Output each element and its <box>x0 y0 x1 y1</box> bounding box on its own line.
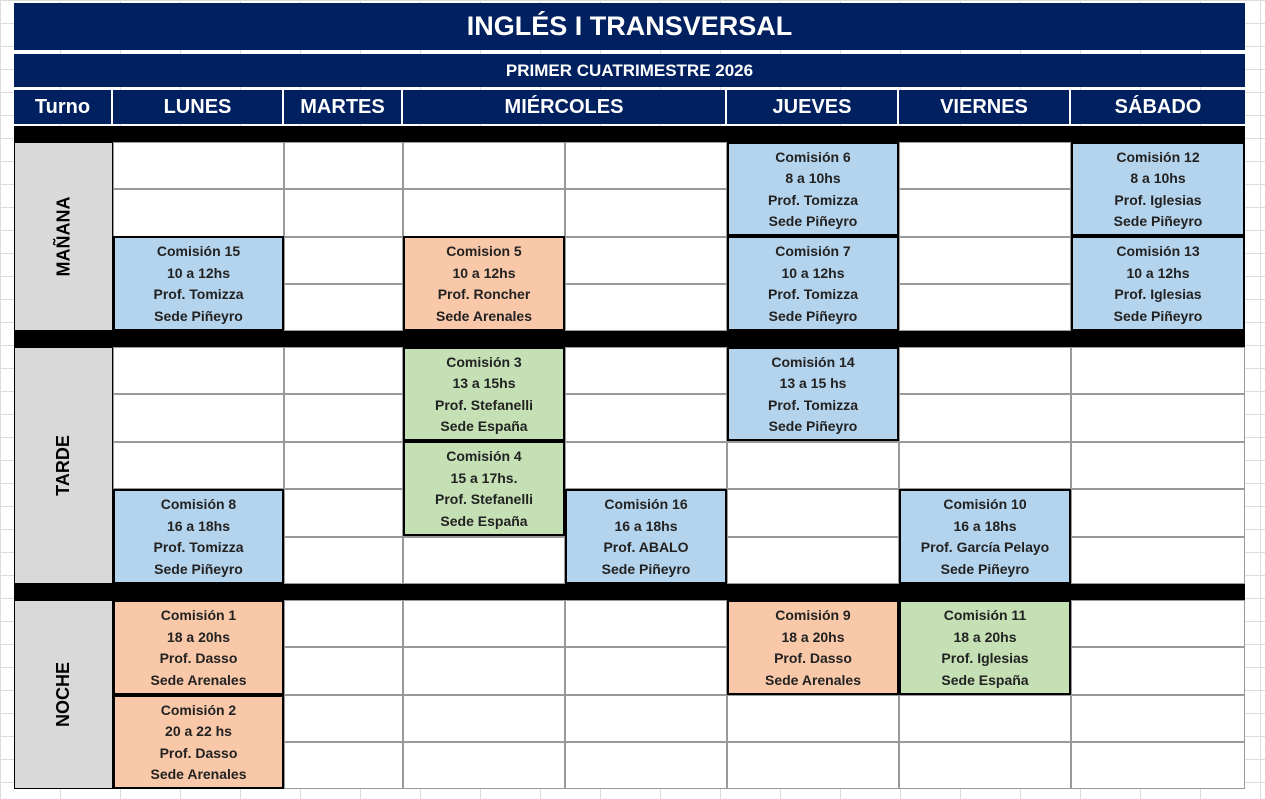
comision-time: 18 a 20hs <box>953 628 1017 645</box>
comision-professor: Prof. Dasso <box>774 650 852 667</box>
grid-cell <box>565 442 727 489</box>
comision-block <box>403 236 565 331</box>
grid-cell <box>403 695 565 742</box>
grid-cell <box>899 394 1071 441</box>
turno-manana: MAÑANA <box>14 142 113 331</box>
grid-cell <box>403 189 565 236</box>
comision-block <box>403 347 565 441</box>
grid-cell <box>899 347 1071 394</box>
comision-name: Comisión 2 <box>160 701 237 718</box>
grid-cell <box>284 742 403 789</box>
comision-professor: Prof. Tomizza <box>153 286 244 303</box>
comision-time: 10 a 12hs <box>166 264 231 281</box>
grid-cell <box>899 442 1071 489</box>
grid-cell <box>403 537 565 584</box>
comision-time: 18 a 20hs <box>166 628 231 645</box>
comision-professor: Prof. Dasso <box>159 744 238 761</box>
comision-sede: Sede Arenales <box>765 672 861 689</box>
comision-sede: Sede España <box>440 513 528 530</box>
comision-name: Comisión 13 <box>1116 242 1200 259</box>
separator-bar <box>14 331 1245 347</box>
grid-cell <box>1071 695 1245 742</box>
grid-cell <box>284 284 403 331</box>
comision-professor: Prof. Tomizza <box>768 396 858 413</box>
separator-bar <box>14 126 1245 142</box>
grid-cell <box>565 347 727 394</box>
header-viernes: VIERNES <box>899 90 1071 124</box>
grid-cell <box>565 600 727 647</box>
comision-block <box>1071 142 1245 236</box>
comision-name: Comisión 7 <box>775 242 851 259</box>
comision-name: Comisión 9 <box>775 606 851 623</box>
comision-time: 8 a 10hs <box>1130 170 1186 187</box>
comision-sede: Sede Piñeyro <box>1113 308 1203 325</box>
grid-cell <box>899 237 1071 284</box>
comision-professor: Prof. Stefanelli <box>434 396 534 413</box>
grid-cell <box>899 695 1071 742</box>
comision-sede: Sede Arenales <box>150 766 247 783</box>
comision-sede: Sede Piñeyro <box>768 213 858 230</box>
grid-cell <box>403 647 565 694</box>
comision-time: 10 a 12hs <box>781 264 845 281</box>
comision-name: Comisión 15 <box>156 242 241 259</box>
comision-block <box>727 236 899 331</box>
grid-cell <box>403 142 565 189</box>
grid-cell <box>113 142 284 189</box>
comision-time: 16 a 18hs <box>166 517 231 534</box>
comision-sede: Sede España <box>941 672 1029 689</box>
header-martes: MARTES <box>284 90 403 124</box>
grid-cell <box>565 189 727 236</box>
comision-time: 13 a 15hs <box>452 375 516 392</box>
grid-cell <box>1071 347 1245 394</box>
grid-cell <box>284 394 403 441</box>
grid-cell <box>284 142 403 189</box>
comision-time: 20 a 22 hs <box>165 723 232 740</box>
comision-sede: Sede Arenales <box>436 308 532 325</box>
comision-professor: Prof. Tomizza <box>153 539 244 556</box>
comision-name: Comisión 16 <box>604 495 688 512</box>
header-turno: Turno <box>14 90 113 124</box>
grid-cell <box>1071 442 1245 489</box>
comision-name: Comisión 8 <box>160 495 237 512</box>
comision-name: Comisión 4 <box>446 447 522 464</box>
comision-time: 10 a 12hs <box>452 264 516 281</box>
grid-cell <box>284 695 403 742</box>
comision-name: Comisión 12 <box>1116 148 1200 165</box>
header-jueves: JUEVES <box>727 90 899 124</box>
comision-professor: Prof. Tomizza <box>768 191 858 208</box>
grid-cell <box>565 742 727 789</box>
comision-professor: Prof. Stefanelli <box>434 491 534 508</box>
grid-cell <box>113 442 284 489</box>
grid-cell <box>284 347 403 394</box>
grid-cell <box>1071 600 1245 647</box>
comision-name: Comisión 6 <box>775 148 851 165</box>
grid-cell <box>899 142 1071 189</box>
grid-cell <box>113 347 284 394</box>
comision-sede: Sede Piñeyro <box>940 561 1030 578</box>
grid-cell <box>113 189 284 236</box>
comision-block <box>727 142 899 236</box>
comision-sede: Sede España <box>440 418 528 435</box>
grid-cell <box>727 742 899 789</box>
grid-cell <box>565 237 727 284</box>
comision-time: 15 a 17hs. <box>450 469 518 486</box>
comision-professor: Prof. Iglesias <box>1114 191 1202 208</box>
page-subtitle: PRIMER CUATRIMESTRE 2026 <box>14 54 1245 87</box>
grid-cell <box>284 237 403 284</box>
comision-block <box>1071 236 1245 331</box>
grid-cell <box>565 142 727 189</box>
comision-sede: Sede Piñeyro <box>768 308 858 325</box>
grid-cell <box>1071 742 1245 789</box>
comision-time: 16 a 18hs <box>614 517 678 534</box>
grid-cell <box>565 695 727 742</box>
comision-block <box>113 695 284 789</box>
comision-time: 18 a 20hs <box>781 628 845 645</box>
header-miercoles: MIÉRCOLES <box>403 90 727 124</box>
comision-time: 8 a 10hs <box>785 170 841 187</box>
grid-cell <box>899 189 1071 236</box>
comision-block <box>565 489 727 584</box>
grid-cell <box>565 647 727 694</box>
comision-block <box>113 600 284 695</box>
comision-sede: Sede Piñeyro <box>154 561 243 578</box>
comision-block <box>113 236 284 331</box>
comision-sede: Sede Piñeyro <box>768 418 858 435</box>
comision-professor: Prof. Iglesias <box>941 650 1029 667</box>
turno-noche: NOCHE <box>14 600 113 789</box>
comision-block <box>727 600 899 695</box>
header-sabado: SÁBADO <box>1071 90 1245 124</box>
turno-tarde: TARDE <box>14 347 113 584</box>
grid-cell <box>727 489 899 536</box>
comision-name: Comisión 1 <box>160 606 237 623</box>
comision-professor: Prof. García Pelayo <box>920 539 1050 556</box>
comision-block <box>113 489 284 584</box>
comision-time: 13 a 15 hs <box>779 375 847 392</box>
comision-time: 16 a 18hs <box>953 517 1017 534</box>
separator-bar <box>14 584 1245 600</box>
grid-cell <box>284 647 403 694</box>
comision-sede: Sede Arenales <box>150 672 247 689</box>
grid-cell <box>1071 394 1245 441</box>
comision-professor: Prof. Iglesias <box>1114 286 1202 303</box>
grid-cell <box>727 442 899 489</box>
grid-cell <box>565 284 727 331</box>
header-lunes: LUNES <box>113 90 284 124</box>
comision-name: Comisión 11 <box>943 606 1027 623</box>
comision-name: Comisión 14 <box>771 353 855 370</box>
grid-cell <box>565 394 727 441</box>
grid-cell <box>1071 489 1245 536</box>
grid-cell <box>1071 647 1245 694</box>
grid-cell <box>403 600 565 647</box>
grid-cell <box>727 695 899 742</box>
comision-professor: Prof. Dasso <box>159 650 238 667</box>
comision-block <box>403 441 565 536</box>
grid-cell <box>899 742 1071 789</box>
grid-cell <box>1071 537 1245 584</box>
grid-cell <box>284 537 403 584</box>
comision-sede: Sede Piñeyro <box>601 561 691 578</box>
grid-cell <box>284 489 403 536</box>
comision-sede: Sede Piñeyro <box>1113 213 1203 230</box>
grid-cell <box>284 189 403 236</box>
grid-cell <box>899 284 1071 331</box>
comision-professor: Prof. ABALO <box>603 539 689 556</box>
comision-block <box>727 347 899 441</box>
grid-cell <box>113 394 284 441</box>
comision-time: 10 a 12hs <box>1126 264 1190 281</box>
comision-professor: Prof. Tomizza <box>768 286 858 303</box>
comision-name: Comisión 10 <box>943 495 1027 512</box>
comision-name: Comision 5 <box>446 242 522 259</box>
grid-cell <box>284 442 403 489</box>
comision-block <box>899 600 1071 695</box>
grid-cell <box>284 600 403 647</box>
grid-cell <box>403 742 565 789</box>
comision-professor: Prof. Roncher <box>437 286 531 303</box>
comision-sede: Sede Piñeyro <box>154 308 243 325</box>
grid-cell <box>727 537 899 584</box>
page-title: INGLÉS I TRANSVERSAL <box>14 3 1245 50</box>
comision-name: Comisión 3 <box>446 353 522 370</box>
comision-block <box>899 489 1071 584</box>
